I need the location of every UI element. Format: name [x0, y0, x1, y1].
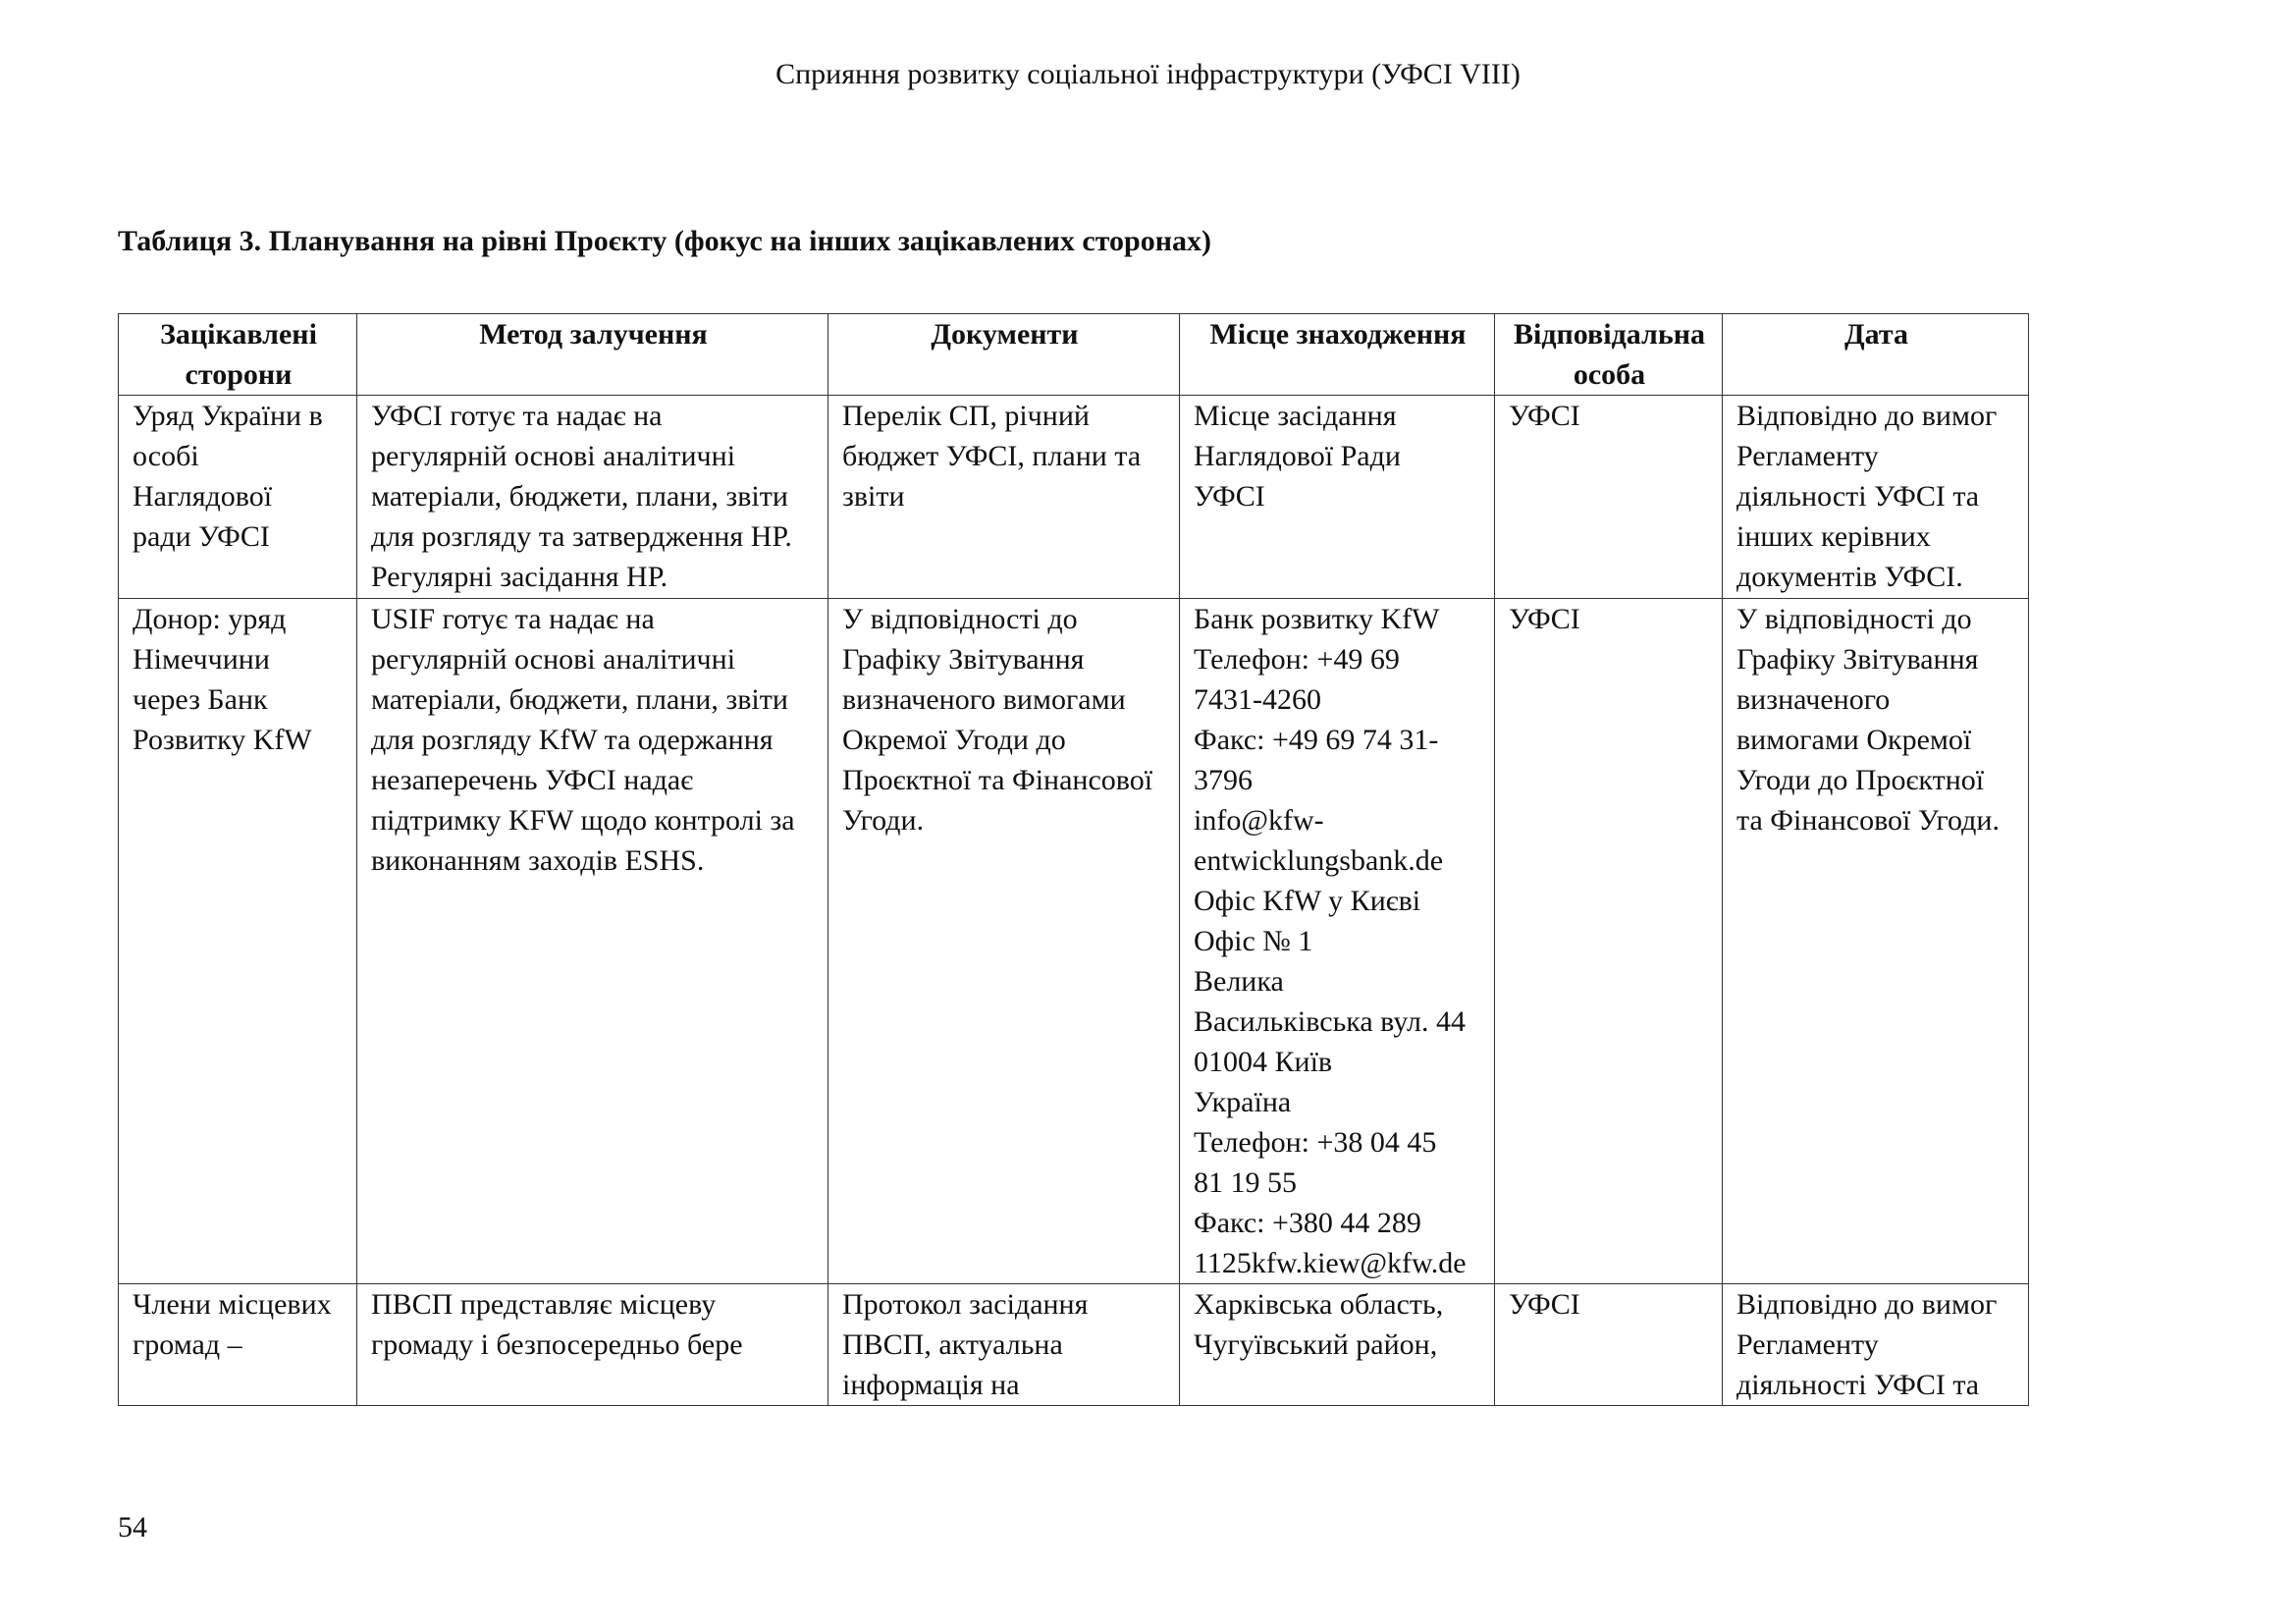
column-header-documents: Документи: [828, 314, 1180, 396]
table-row: [119, 1284, 2029, 1406]
cell-documents: Протокол засідання ПВСП, актуальна інформація на: [828, 1284, 1180, 1406]
column-header-date: Дата: [1723, 314, 2029, 396]
cell-responsible: УФСІ: [1495, 1284, 1723, 1406]
cell-documents: У відповідності до Графіку Звітування визначеного вимогами Окремої Угоди до Проєктної та Фінансової Угоди.: [828, 599, 1180, 1284]
cell-location: Місце засідання Наглядової Ради УФСІ: [1180, 396, 1495, 599]
cell-date: У відповідності до Графіку Звітування визначеного вимогами Окремої Угоди до Проєктної та Фінансової Угоди.: [1723, 599, 2029, 1284]
table-row: [119, 396, 2029, 599]
cell-location: Банк розвитку KfW Телефон: +49 69 7431-4260 Факс: +49 69 74 31- 3796 info@kfw- entwicklungsbank.de Офіс KfW у Києві Офіс № 1 Велика Васильківська вул. 44 01004 Київ Україна Телефон: +38 04 45 81 19 55 Факс: +380 44 289 1125kfw.kiew@kfw.de: [1180, 599, 1495, 1284]
table-header-row: [119, 314, 2029, 396]
cell-stakeholder: Члени місцевих громад –: [119, 1284, 357, 1406]
cell-method: УФСІ готує та надає на регулярній основі аналітичні матеріали, бюджети, плани, звіти для розгляду та затвердження НР. Регулярні засідання НР.: [357, 396, 828, 599]
page-number: 54: [118, 1511, 147, 1543]
cell-date: Відповідно до вимог Регламенту діяльності УФСІ та: [1723, 1284, 2029, 1406]
stakeholder-planning-table: [118, 313, 2029, 1406]
cell-stakeholder: Донор: уряд Німеччини через Банк Розвитку KfW: [119, 599, 357, 1284]
cell-date: Відповідно до вимог Регламенту діяльності УФСІ та інших керівних документів УФСІ.: [1723, 396, 2029, 599]
column-header-location: Місце знаходження: [1180, 314, 1495, 396]
column-header-responsible: Відповідальна особа: [1495, 314, 1723, 396]
cell-method: ПВСП представляє місцеву громаду і безпосередньо бере: [357, 1284, 828, 1406]
cell-documents: Перелік СП, річний бюджет УФСІ, плани та звіти: [828, 396, 1180, 599]
cell-stakeholder: Уряд України в особі Наглядової ради УФСІ: [119, 396, 357, 599]
cell-responsible: УФСІ: [1495, 599, 1723, 1284]
column-header-stakeholders: Зацікавлені сторони: [119, 314, 357, 396]
cell-location: Харківська область, Чугуївський район,: [1180, 1284, 1495, 1406]
table-caption: Таблиця 3. Планування на рівні Проєкту (фокус на інших зацікавлених сторонах): [118, 225, 1211, 257]
table-row: [119, 599, 2029, 1284]
cell-responsible: УФСІ: [1495, 396, 1723, 599]
cell-method: USIF готує та надає на регулярній основі аналітичні матеріали, бюджети, плани, звіти для розгляду KfW та одержання незаперечень УФСІ надає підтримку KFW щодо контролі за виконанням заходів ESHS.: [357, 599, 828, 1284]
running-header: Сприяння розвитку соціальної інфраструктури (УФСІ VIII): [775, 58, 1521, 90]
column-header-method: Метод залучення: [357, 314, 828, 396]
